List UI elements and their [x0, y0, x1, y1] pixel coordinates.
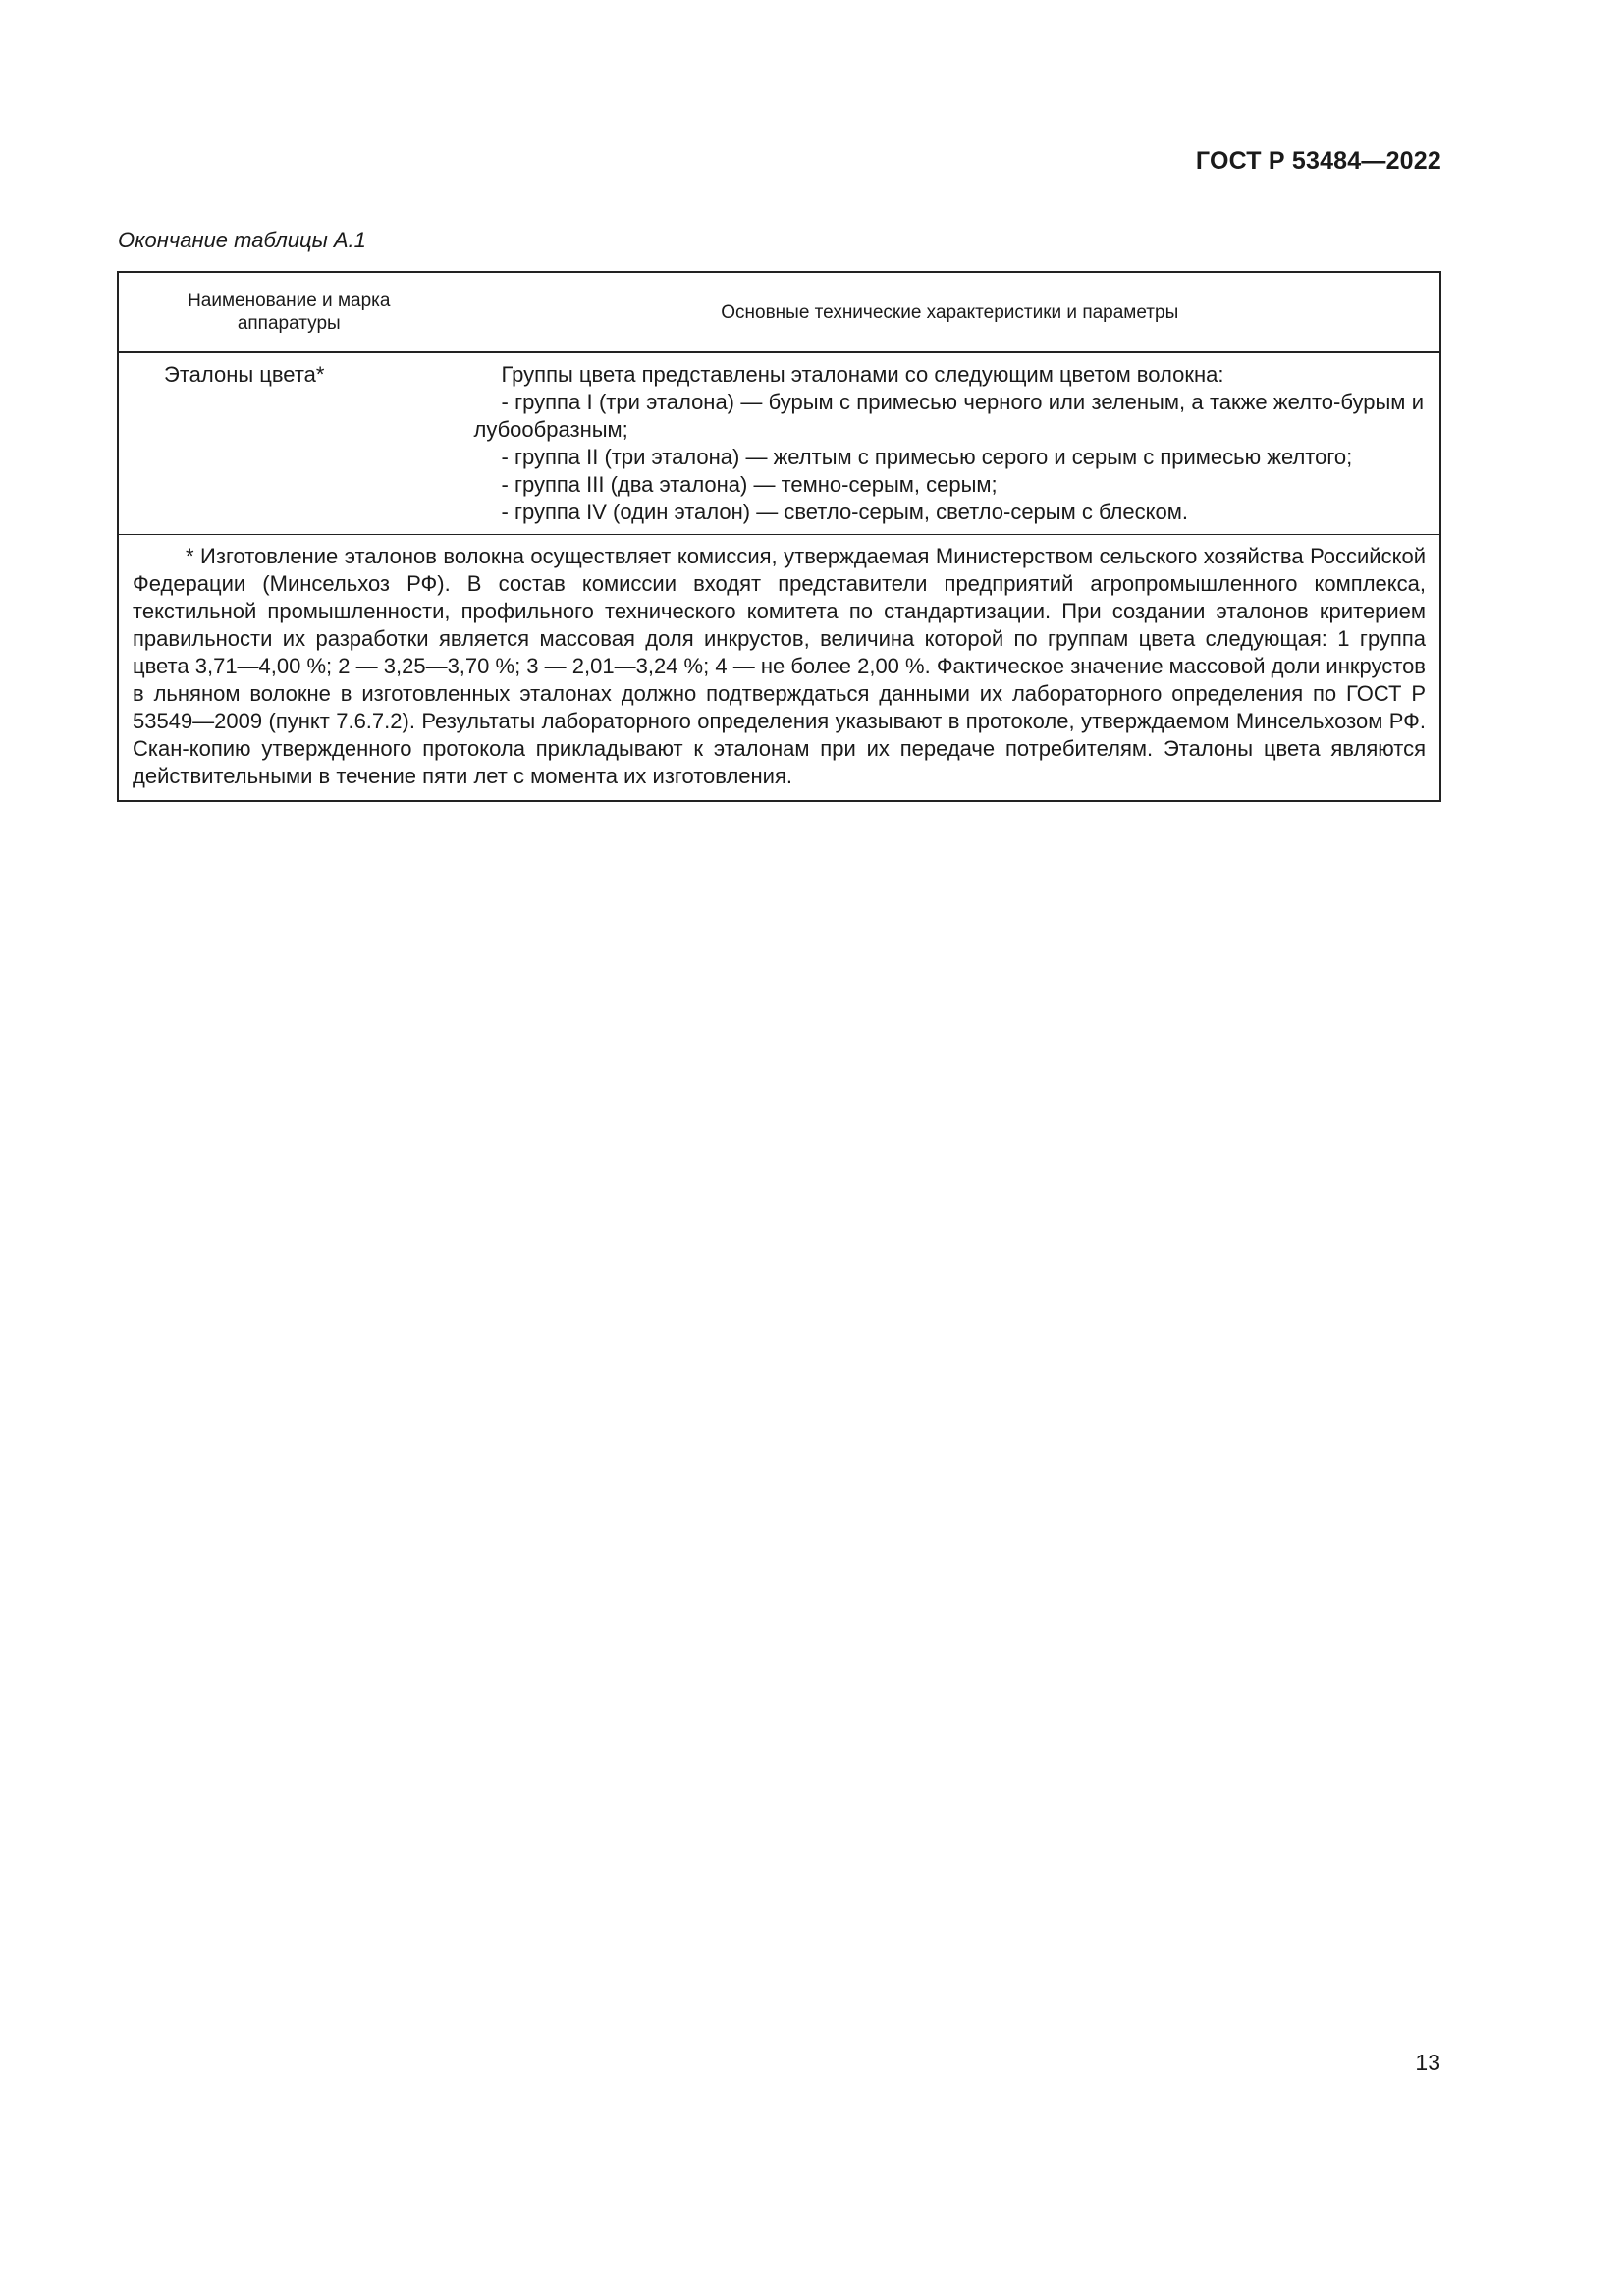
equipment-params-cell: [460, 352, 1440, 535]
standard-code: ГОСТ Р 53484—2022: [1195, 147, 1441, 175]
params-group-1: - группа I (три эталона) — бурым с примесью черного или зеленым, а также желто-бурым и лубообразным;: [473, 390, 1424, 442]
equipment-name-cell: Эталоны цвета*: [118, 352, 460, 535]
table-caption: Окончание таблицы А.1: [118, 228, 366, 252]
params-group-3: - группа III (два эталона) — темно-серым, серым;: [501, 472, 998, 497]
params-intro: Группы цвета представлены эталонами со следующим цветом волокна:: [501, 362, 1224, 387]
column-header-params: Основные технические характеристики и параметры: [460, 272, 1440, 352]
column-header-name: Наименование и марка аппаратуры: [118, 272, 460, 352]
table-header-row: [118, 272, 1440, 352]
equipment-table: [117, 271, 1441, 802]
page-number: 13: [1415, 2050, 1440, 2075]
params-group-2: - группа II (три эталона) — желтым с примесью серого и серым с примесью желтого;: [501, 445, 1353, 469]
table-footnote: * Изготовление эталонов волокна осуществляет комиссия, утверждаемая Министерством сельского хозяйства Российской Федерации (Минсельхоз РФ). В состав комиссии входят представители предприятий агропромышленного комплекса, текстильной промышленности, профильного технического комитета по стандартизации. При создании эталонов критерием правильности их разработки является массовая доля инкрустов, величина которой по группам цвета следующая: 1 группа цвета 3,71—4,00 %; 2 — 3,25—3,70 %; 3 — 2,01—3,24 %; 4 — не более 2,00 %. Фактическое значение массовой доли инкрустов в льняном волокне в изготовленных эталонах должно подтверждаться данными их лабораторного определения по ГОСТ Р 53549—2009 (пункт 7.6.7.2). Результаты лабораторного определения указывают в протоколе, утверждаемом Минсельхозом РФ. Скан-копию утвержденного протокола прикладывают к эталонам при их передаче потребителям. Эталоны цвета являются действительными в течение пяти лет с момента их изготовления.: [118, 535, 1440, 802]
footnote-row: [118, 535, 1440, 802]
table-row: [118, 352, 1440, 535]
params-group-4: - группа IV (один эталон) — светло-серым, светло-серым с блеском.: [501, 500, 1188, 524]
